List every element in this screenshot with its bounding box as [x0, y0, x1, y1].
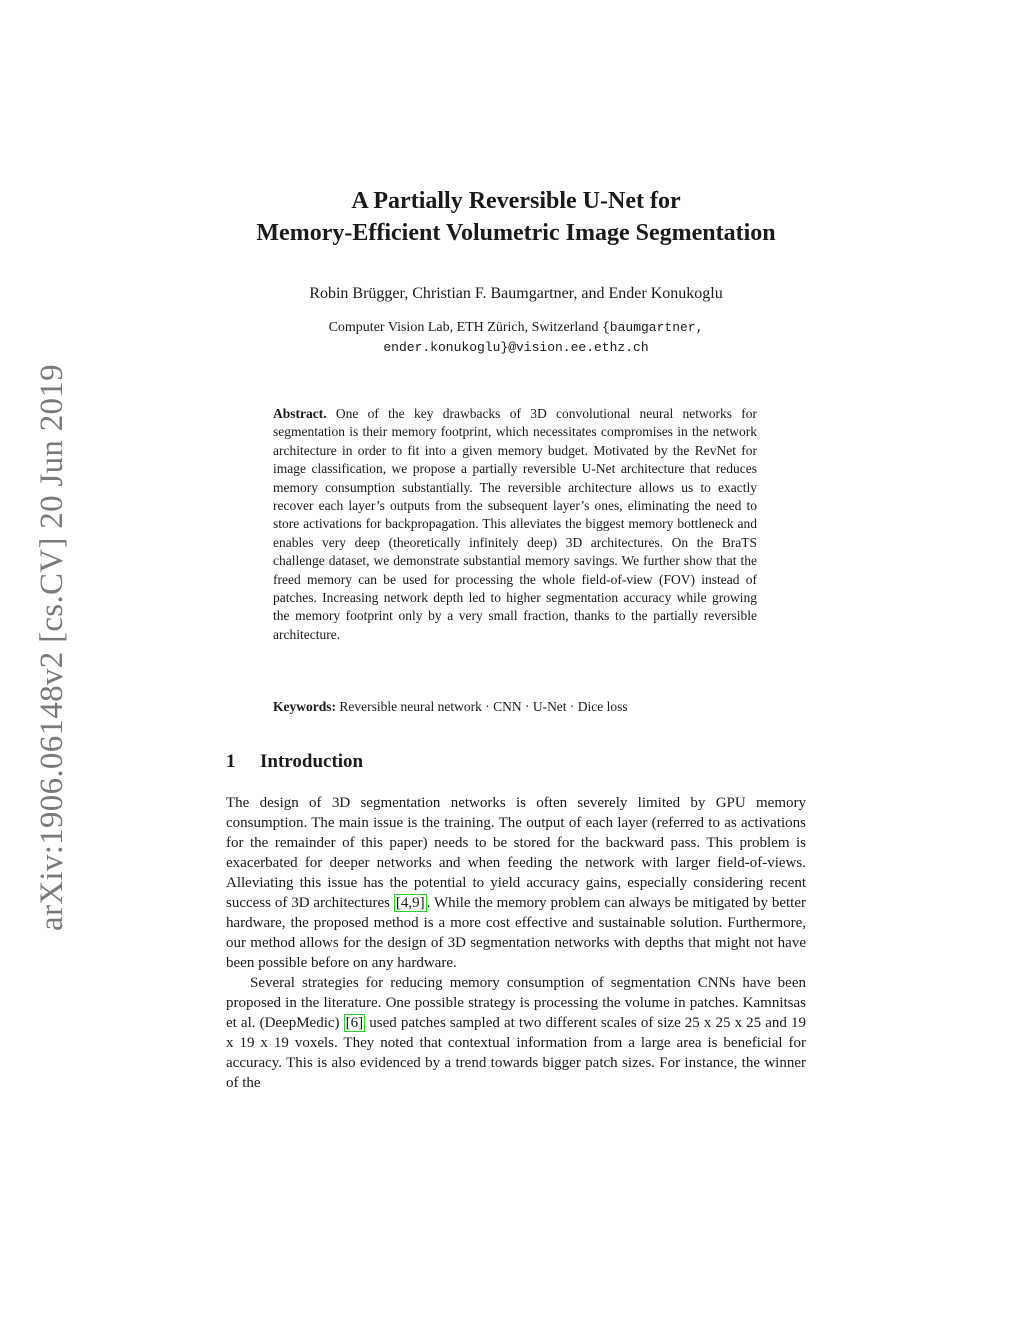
paragraph-1-text-a: The design of 3D segmentation networks is often severely limited by GPU memory consumption. The main issue is the training. The output of each layer (referred to as activations for the remainder of this paper) needs to be stored for the backward pass. This problem is exacerbated for deeper networks and when feeding the network with larger field-of-views. Alleviating this issue has the potential to yield accuracy gains, especially considering recent success of 3D architectures — [226, 795, 806, 911]
keywords-label: Keywords: — [273, 699, 336, 714]
affiliation-block — [226, 318, 806, 358]
title-line-2: Memory-Efficient Volumetric Image Segmentation — [256, 220, 776, 246]
keywords-text: Reversible neural network · CNN · U-Net · Dice loss — [339, 699, 628, 714]
abstract-label: Abstract. — [273, 406, 327, 421]
section-number: 1 — [226, 751, 236, 772]
author-list: Robin Brügger, Christian F. Baumgartner, and Ender Konukoglu — [309, 285, 723, 302]
abstract-text: One of the key drawbacks of 3D convolutional neural networks for segmentation is their memory footprint, which necessitates compromises in the network architecture in order to fit into a given memory budget. Motivated by the RevNet for image classification, we propose a partially reversible U-Net architecture that reduces memory consumption substantially. The reversible architecture allows us to exactly recover each layer’s outputs from the subsequent layer’s ones, eliminating the need to store activations for backpropagation. This alleviates the biggest memory bottleneck and enables very deep (theoretically infinitely deep) 3D architectures. On the BraTS challenge dataset, we demonstrate substantial memory savings. We further show that the freed memory can be used for processing the whole field-of-view (FOV) instead of patches. Increasing network depth led to higher segmentation accuracy while growing the memory footprint only by a very small fraction, thanks to the partially reversible architecture. — [273, 406, 758, 642]
abstract — [273, 405, 757, 644]
paragraph-2 — [226, 973, 806, 1093]
arxiv-sidebar — [32, 355, 72, 940]
paragraph-1 — [226, 793, 806, 973]
paragraph-2-text-b: used patches sampled at two different scales of size 25 x 25 x 25 and 19 x 19 x 19 voxels. They noted that contextual information from a large area is beneficial for accuracy. This is also evidenced by a trend towards bigger patch sizes. For instance, the winner of the — [226, 1015, 807, 1091]
citation-link[interactable]: [4,9] — [395, 895, 425, 911]
section-heading — [226, 749, 806, 775]
email-address: {baumgartner, ender.konukoglu}@vision.ee.ethz.ch — [383, 320, 704, 355]
paper-title — [226, 185, 806, 249]
affiliation: Computer Vision Lab, ETH Zürich, Switzerland — [328, 320, 599, 335]
arxiv-identifier: arXiv:1906.06148v2 [cs.CV] 20 Jun 2019 — [34, 364, 70, 931]
body-text — [226, 793, 806, 1093]
keywords — [273, 697, 757, 717]
paragraph-1-text-b: . While the memory problem can always be mitigated by better hardware, the proposed method is a more cost effective and sustainable solution. Furthermore, our method allows for the design of 3D segmentation networks with depths that might not have been possible before on any hardware. — [226, 895, 807, 971]
citation-link[interactable]: [6] — [345, 1015, 364, 1031]
title-line-1: A Partially Reversible U-Net for — [351, 188, 681, 214]
paragraph-2-text-a: Several strategies for reducing memory consumption of segmentation CNNs have been proposed in the literature. One possible strategy is processing the volume in patches. Kamnitsas et al. (DeepMedic) — [226, 975, 806, 1031]
section-title: Introduction — [260, 751, 364, 772]
